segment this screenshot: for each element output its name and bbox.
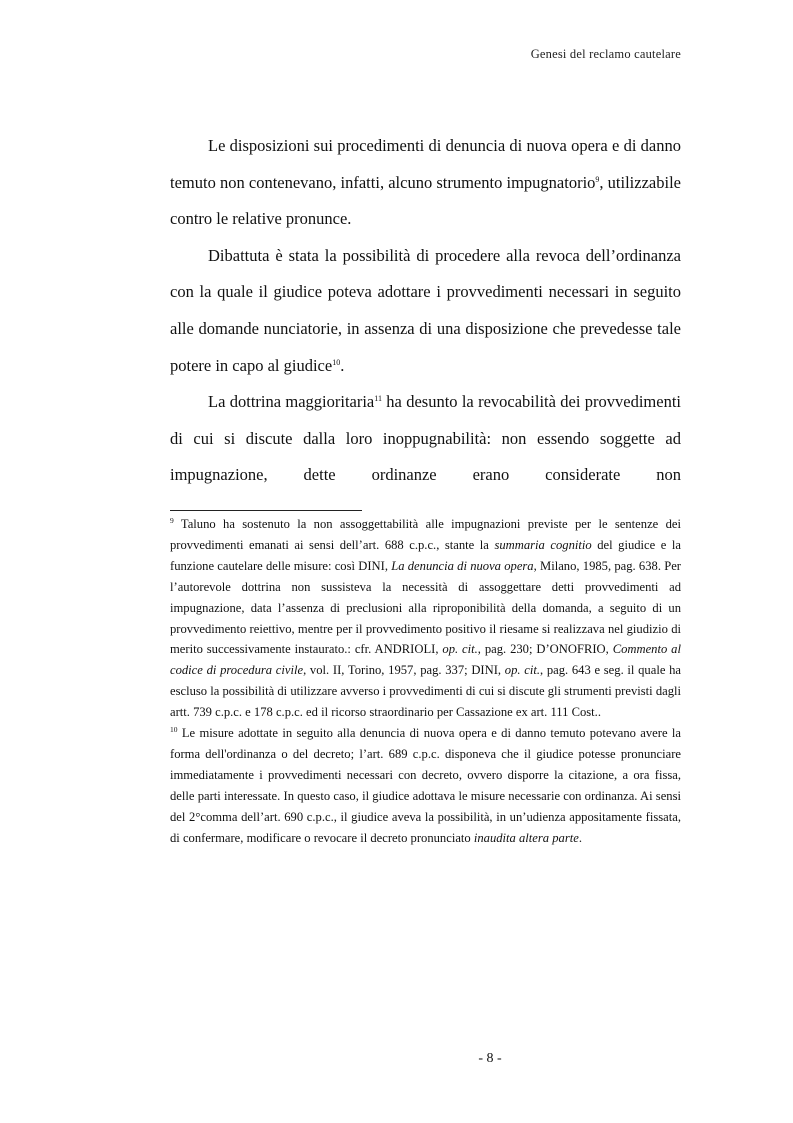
footnote-marker-9: 9 xyxy=(170,516,174,525)
footnote-separator xyxy=(170,510,362,511)
footnote-9: $^9$ Taluno ha sostenuto la non assoggettabilità alle impugnazioni previste per le sentenze dei provvedimenti emanati ai sensi dell’art. 688 c.p.c., stante la summaria cognitio del giudice e la funzione cautelare delle misure: così DINI, La denuncia di nuova opera, Milano, 1985, pag. 638. Per l’autorevole dottrina non sussisteva la necessità di assoggettare detti provvedimenti ad impugnazione, data l’assenza di preclusioni alla riproponibilità della domanda, a seguito di un provvedimento reiettivo, mentre per il provvedimento positivo il riesame si realizzava nel giudizio di merito successivamente instaurato.: cfr. ANDRIOLI, op. cit., pag. 230; D’ONOFRIO, Commento al codice di procedura civile, vol. II, Torino, 1957, pag. 337; DINI, op. cit., pag. 643 e seg. il quale ha escluso la possibilità di utilizzare avverso i provvedimenti di cui si discute gli strumenti previsti dagli artt. 739 c.p.c. e 178 c.p.c. ed il ricorso straordinario per Cassazione ex art. 111 Cost.. xyxy=(170,516,682,720)
footnote-10: $^{10}$ Le misure adottate in seguito alla denuncia di nuova opera e di danno temuto potevano avere la forma dell'ordinanza o del decreto; l’art. 689 c.p.c. disponeva che il giudice potesse pronunciare immediatamente i provvedimenti necessari con decreto, ovvero disporre la citazione, a ora fissa, delle parti interessate. In questo caso, il giudice adottava le misure necessarie con ordinanza. Ai sensi del 2°comma dell’art. 690 c.p.c., il giudice aveva la possibilità, in un’udienza appositamente fissata, di confermare, modificare o revocare il decreto pronunciato inaudita altera parte. xyxy=(170,725,681,845)
footnote-ref-9[interactable]: 9 xyxy=(595,174,600,184)
footnote-ref-11[interactable]: 11 xyxy=(374,394,382,404)
footnote-ref-10[interactable]: 10 xyxy=(332,357,341,367)
running-header: Genesi del reclamo cautelare xyxy=(530,47,681,61)
paragraph-1: Le disposizioni sui procedimenti di denuncia di nuova opera e di danno temuto non contenevano, infatti, alcuno strumento impugnatorio$^9$, utilizzabile contro le relative pronunce. xyxy=(170,136,681,229)
page-number: - 8 - xyxy=(478,1051,502,1066)
paragraph-3: La dottrina maggioritaria$^{11}$ ha desunto la revocabilità dei provvedimenti di cui si discute dalla loro inoppugnabilità: non essendo soggette ad impugnazione, dette ordinanze erano considerate non xyxy=(170,392,681,485)
paragraph-2: Dibattuta è stata la possibilità di procedere alla revoca dell’ordinanza con la quale il giudice poteva adottare i provvedimenti necessari in seguito alle domande nunciatorie, in assenza di una disposizione che prevedesse tale potere in capo al giudice$^{10}$. xyxy=(170,245,681,375)
footnotes xyxy=(170,514,681,849)
footnote-marker-10: 10 xyxy=(170,725,178,735)
main-text xyxy=(170,128,681,494)
